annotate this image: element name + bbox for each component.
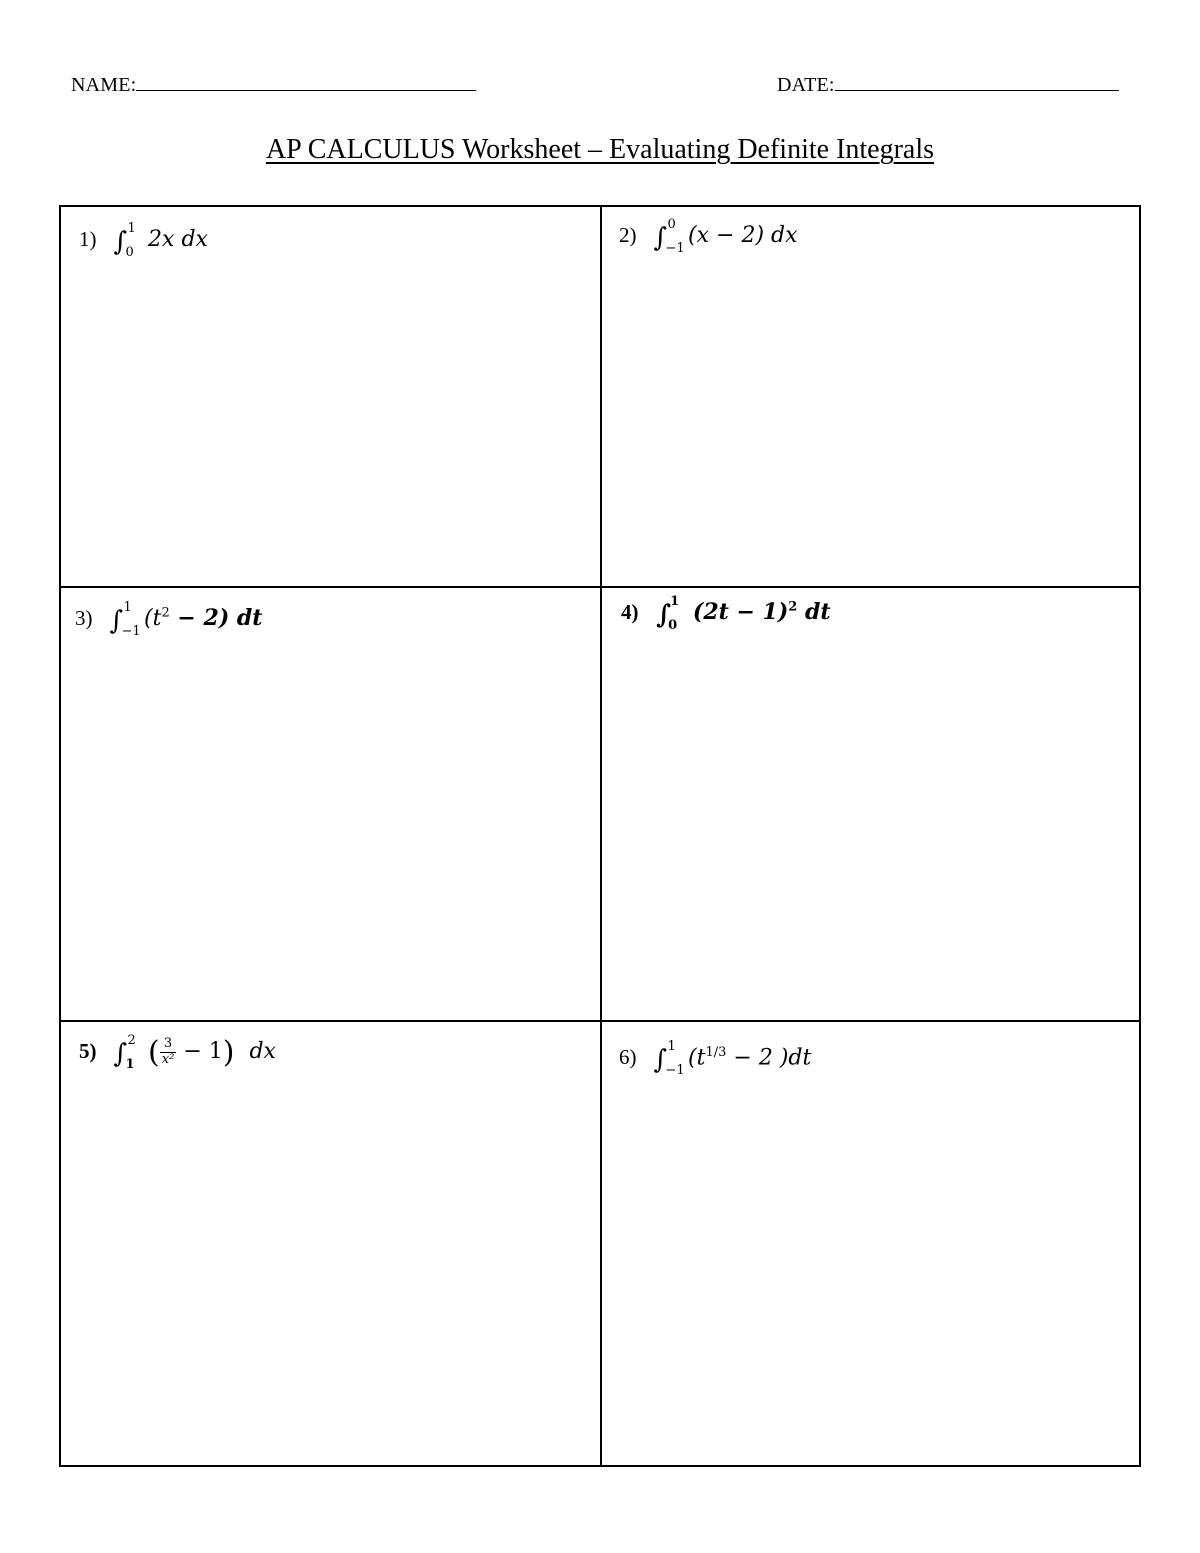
grid-divider-horizontal [61, 586, 1139, 588]
name-field [71, 72, 476, 97]
problem-5 [79, 1035, 276, 1070]
integrand-base: (2t − 1) [692, 599, 789, 625]
lower-limit: 0 [125, 245, 134, 260]
problem-number: 5) [79, 1039, 97, 1063]
fraction [160, 1037, 177, 1067]
problem-number: 3) [75, 606, 93, 630]
integral-sign-icon: ∫ 0 −1 [653, 217, 685, 256]
name-blank-line[interactable] [136, 72, 476, 91]
integrand-rest: − 1 [183, 1039, 223, 1064]
integrand-base: (t [144, 606, 162, 631]
problem-1 [79, 221, 208, 260]
fraction-numerator: 3 [160, 1037, 177, 1052]
left-paren: ( [148, 1035, 160, 1070]
grid-divider-vertical [600, 207, 602, 1465]
problem-3 [75, 600, 263, 639]
problem-number: 2) [619, 223, 637, 247]
integrand-base: (t [688, 1045, 706, 1071]
grid-divider-horizontal [61, 1020, 1139, 1022]
fraction-denominator: x² [161, 1051, 175, 1067]
worksheet-title [0, 134, 1200, 166]
integral-sign-icon: ∫ 1 −1 [109, 600, 141, 639]
integral-sign-icon: ∫ 1 −1 [653, 1039, 685, 1079]
integral-sign-icon: ∫ 2 1 [113, 1033, 136, 1072]
right-paren: ) [222, 1035, 235, 1070]
problem-4 [621, 594, 831, 633]
problem-number: 6) [619, 1045, 637, 1070]
integrand-exponent: 2 [161, 605, 170, 621]
upper-limit: 1 [670, 594, 680, 609]
upper-limit: 1 [123, 600, 132, 615]
upper-limit: 1 [127, 221, 136, 236]
problem-number: 1) [79, 227, 97, 251]
lower-limit: 1 [125, 1057, 135, 1072]
differential: dx [249, 1039, 276, 1064]
integrand-exponent: 2 [788, 599, 798, 615]
integrand-rest: dt [797, 599, 831, 625]
name-label: NAME: [71, 74, 137, 96]
integral-sign-icon: ∫ 1 0 [656, 594, 680, 633]
integrand-exponent: 1/3 [705, 1045, 727, 1060]
integrand: (x − 2) dx [688, 223, 798, 248]
upper-limit: 2 [127, 1033, 136, 1048]
integrand-rest: − 2 )dt [726, 1045, 812, 1071]
problem-grid [59, 205, 1141, 1467]
date-blank-line[interactable] [835, 72, 1119, 91]
worksheet-title-text: AP CALCULUS Worksheet – Evaluating Definite Integrals [265, 134, 935, 165]
problem-6 [619, 1039, 812, 1079]
integrand-rest: − 2) dt [169, 605, 263, 631]
lower-limit: −1 [665, 241, 685, 256]
lower-limit: −1 [665, 1063, 685, 1079]
problem-2 [619, 217, 798, 256]
integrand: 2x dx [148, 227, 208, 252]
problem-number: 4) [621, 600, 639, 624]
lower-limit: −1 [121, 624, 141, 639]
upper-limit: 1 [667, 1039, 676, 1055]
lower-limit: 0 [668, 618, 678, 633]
integral-sign-icon: ∫ 1 0 [113, 221, 136, 260]
date-label: DATE: [777, 74, 835, 96]
date-field [777, 72, 1119, 97]
upper-limit: 0 [667, 217, 676, 232]
